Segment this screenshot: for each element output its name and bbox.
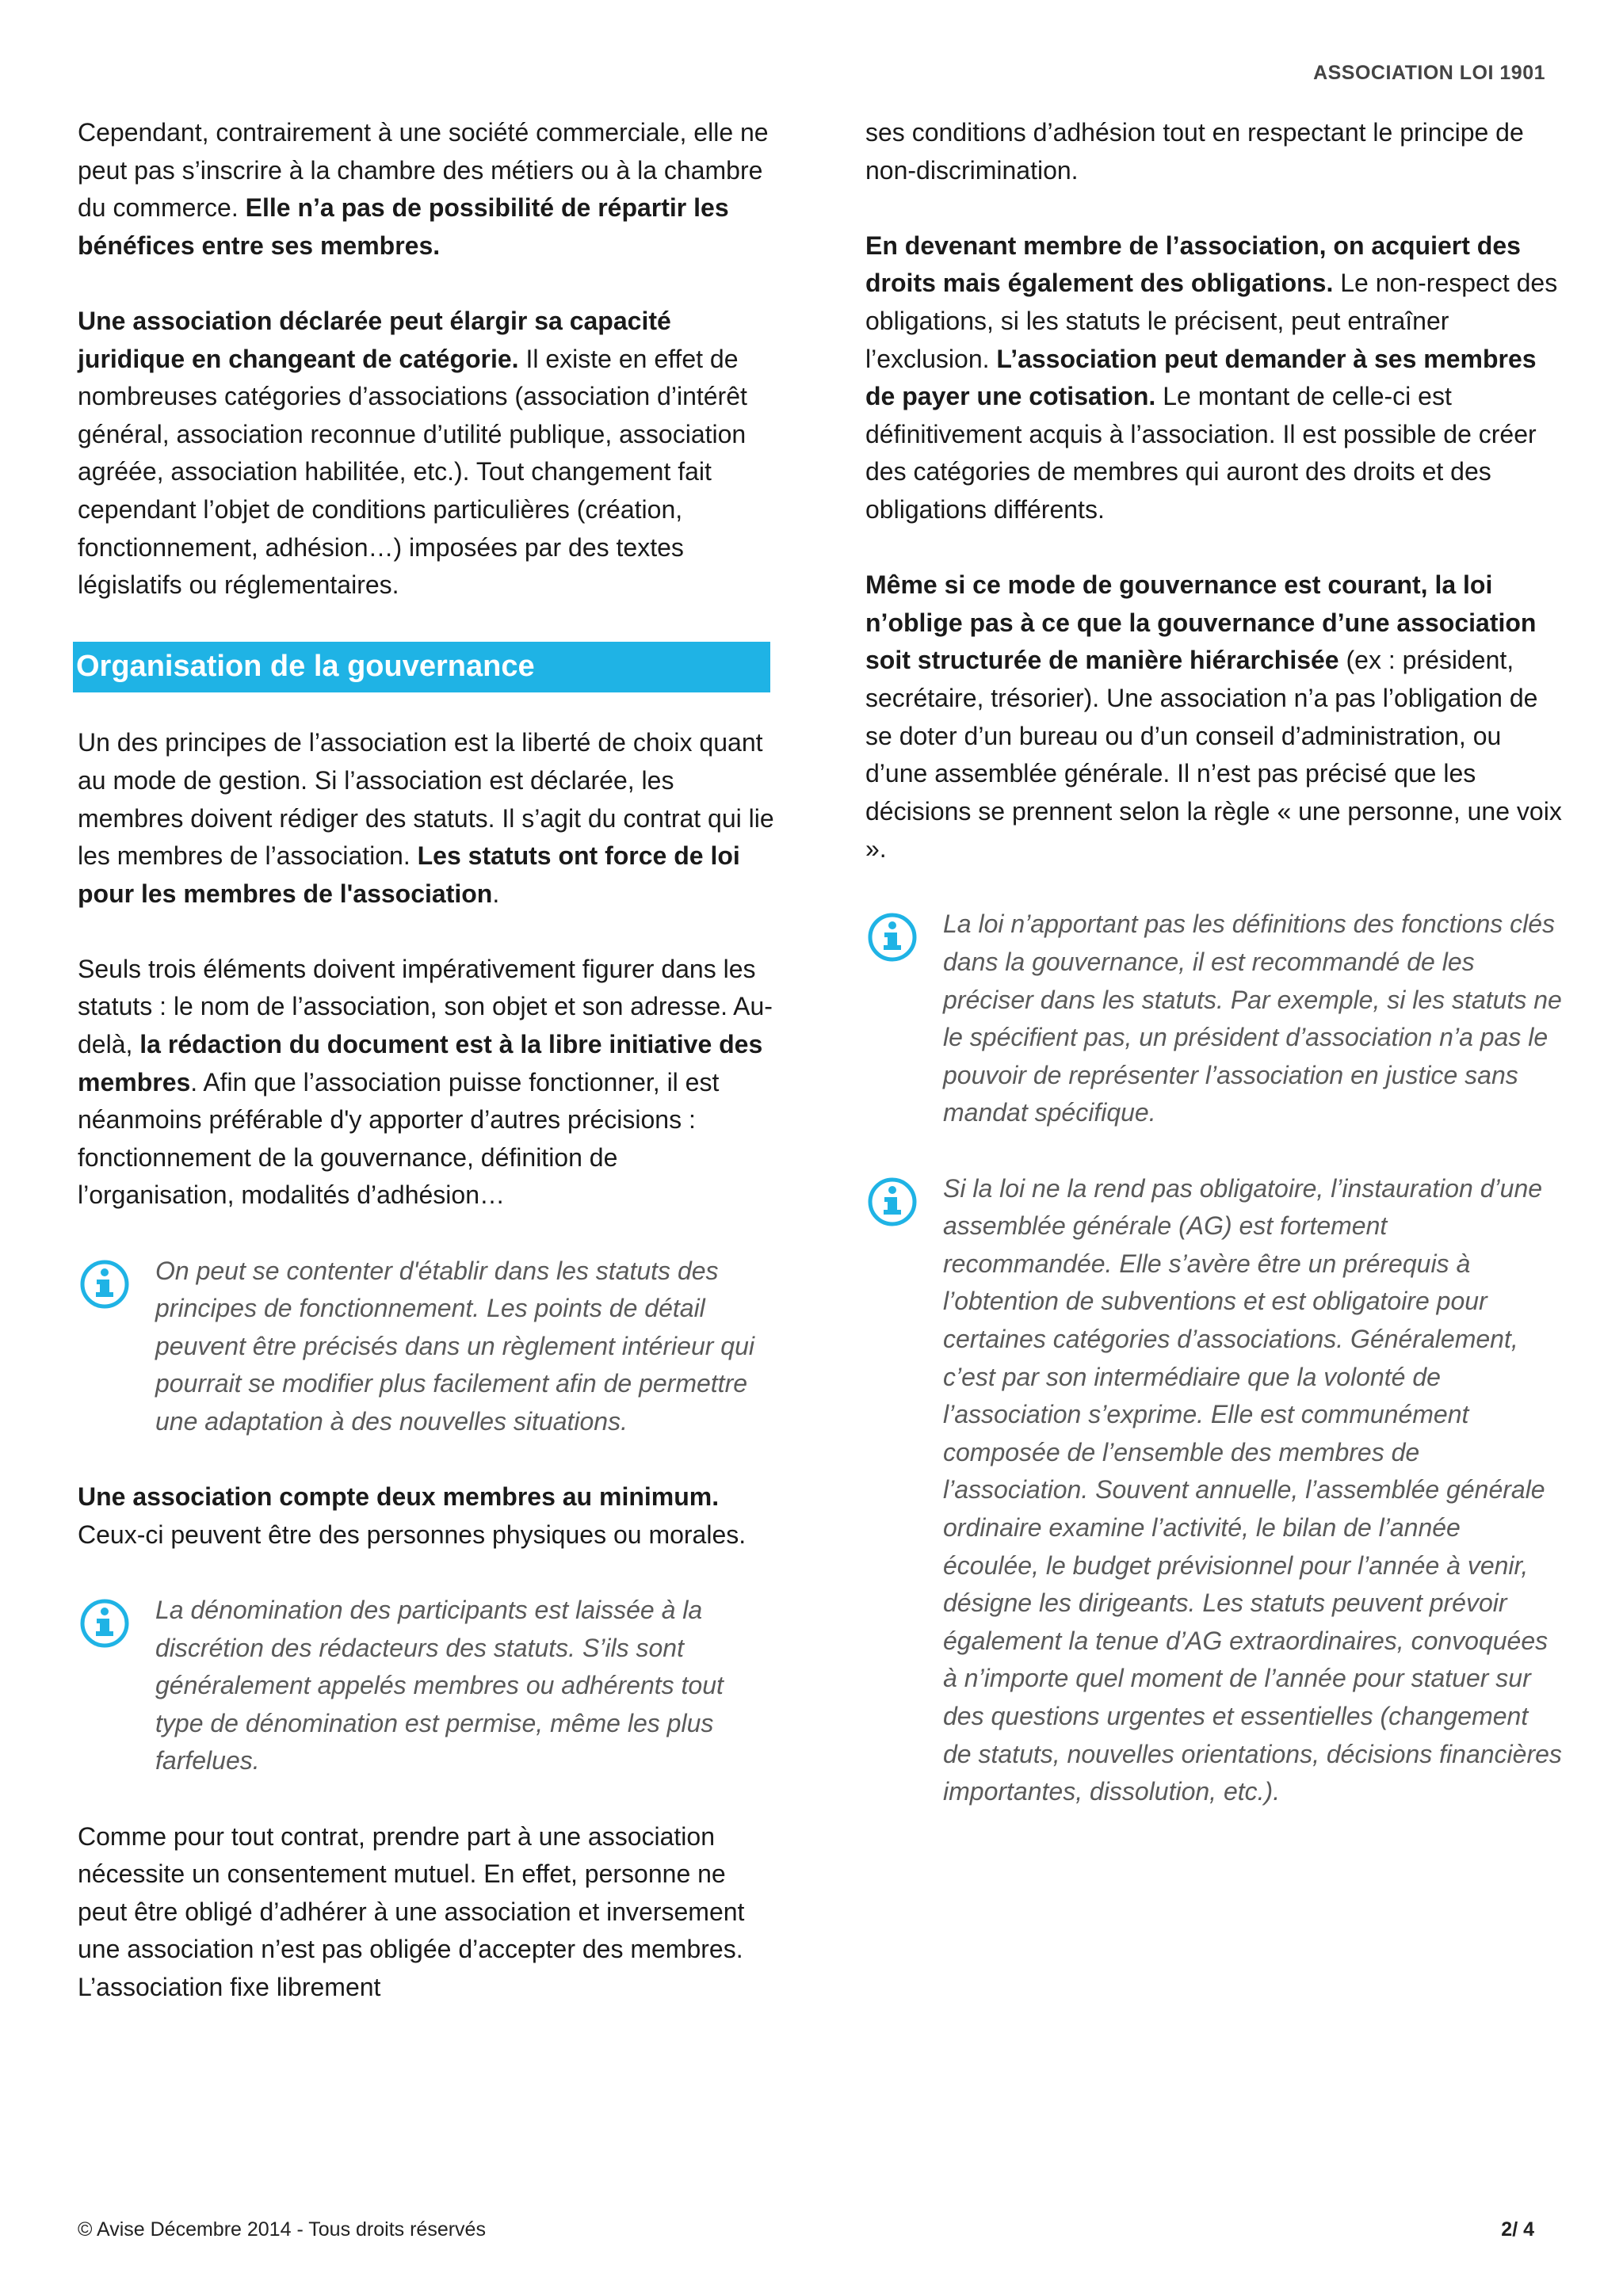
footer-copyright: © Avise Décembre 2014 - Tous droits réservés (78, 2218, 486, 2241)
note-text: La loi n’apportant pas les définitions des fonctions clés dans la gouvernance, il est recommandé de les préciser dans les statuts. Par exemple, si les statuts ne le spécifient pas, un président d’association n’a pas le pouvoir de représenter l’association en justice sans mandat spécifique. (943, 910, 1562, 1127)
note-text: Si la loi ne la rend pas obligatoire, l’instauration d’une assemblée générale (AG) est fortement recommandée. Elle s’avère être un prérequis à l’obtention de subventions et est obligatoire pour certaines catégories d’associations. Généralement, c’est par son intermédiaire que la volonté de l’association s’exprime. Elle est communément composée de l’ensemble des membres de l’association. Souvent annuelle, l’assemblée générale ordinaire examine l’activité, le bilan de l’année écoulée, le budget prévisionnel pour l’année à venir, désigne les dirigeants. Les statuts peuvent prévoir également la tenue d’AG extraordinaires, convoquées à n’importe quel moment de l’année pour statuer sur des questions urgentes et essentielles (changement de statuts, nouvelles orientations, décisions financières importantes, dissolution, etc.). (943, 1173, 1562, 1806)
paragraph: Seuls trois éléments doivent impérativement figurer dans les statuts : le nom de l’association, son objet et son adresse. Au-delà, la rédaction du document est à la libre initiative des membres. Afin que l’association puisse fonctionner, il est néanmoins préférable d'y apporter d’autres précisions : fonctionnement de la gouvernance, définition de l’organisation, modalités d’adhésion… (78, 954, 773, 1210)
paragraph: Une association compte deux membres au minimum. Ceux-ci peuvent être des personnes physiques ou morales. (78, 1482, 747, 1549)
info-person-icon (79, 1259, 130, 1310)
info-person-icon (79, 1598, 130, 1649)
info-note (865, 1170, 1563, 1811)
paragraph: Une association déclarée peut élargir sa capacité juridique en changeant de catégorie. Il existe en effet de nombreuses catégories d’associations (association d’intérêt général, association reconnue d’utilité publique, association agréée, association habilitée, etc.). Tout changement fait cependant l’objet de conditions particulières (création, fonctionnement, adhésion…) imposées par des textes législatifs ou réglementaires. (78, 306, 747, 600)
paragraph: Même si ce mode de gouvernance est courant, la loi n’oblige pas à ce que la gouvernance d’une association soit structurée de manière hiérarchisée (ex : président, secrétaire, trésorier). Une association n’a pas l’obligation de se doter d’un bureau ou d’un conseil d’administration, ou d’une assemblée générale. Il n’est pas précisé que les décisions se prennent selon la règle « une personne, une voix ». (865, 570, 1562, 864)
paragraph: Cependant, contrairement à une société commerciale, elle ne peut pas s’inscrire à la chambre des métiers ou à la chambre du commerce. Elle n’a pas de possibilité de répartir les bénéfices entre ses membres. (78, 118, 769, 260)
note-text: On peut se contenter d'établir dans les statuts des principes de fonctionnement. Les points de détail peuvent être précisés dans un règlement intérieur qui pourrait se modifier plus facilement afin de permettre une adaptation à des nouvelles situations. (155, 1256, 754, 1436)
paragraph: ses conditions d’adhésion tout en respectant le principe de non-discrimination. (865, 118, 1524, 185)
left-column (78, 114, 775, 2044)
info-note (78, 1592, 775, 1780)
document-header: ASSOCIATION LOI 1901 (1313, 62, 1545, 84)
paragraph: Comme pour tout contrat, prendre part à une association nécessite un consentement mutuel. En effet, personne ne peut être obligé d’adhérer à une association et inversement une association n’est pas obligée d’accepter des membres. L’association fixe librement (78, 1821, 745, 2001)
paragraph: En devenant membre de l’association, on acquiert des droits mais également des obligations. Le non-respect des obligations, si les statuts le précisent, peut entraîner l’exclusion. L’association peut demander à ses membres de payer une cotisation. Le montant de celle-ci est définitivement acquis à l’association. Il est possible de créer des catégories de membres qui auront des droits et des obligations différents. (865, 231, 1558, 524)
info-person-icon (867, 912, 918, 963)
page-number: 2/ 4 (1501, 2218, 1534, 2241)
info-note (78, 1253, 775, 1441)
section-title: Organisation de la gouvernance (73, 642, 770, 692)
note-text: La dénomination des participants est laissée à la discrétion des rédacteurs des statuts. S’ils sont généralement appelés membres ou adhérents tout type de dénomination est permise, même les plus farfelues. (155, 1595, 724, 1775)
info-person-icon (867, 1177, 918, 1227)
right-column (865, 114, 1563, 1848)
paragraph: Un des principes de l’association est la liberté de choix quant au mode de gestion. Si l’association est déclarée, les membres doivent rédiger des statuts. Il s’agit du contrat qui lie les membres de l’association. Les statuts ont force de loi pour les membres de l'association. (78, 728, 774, 908)
info-note (865, 906, 1563, 1132)
